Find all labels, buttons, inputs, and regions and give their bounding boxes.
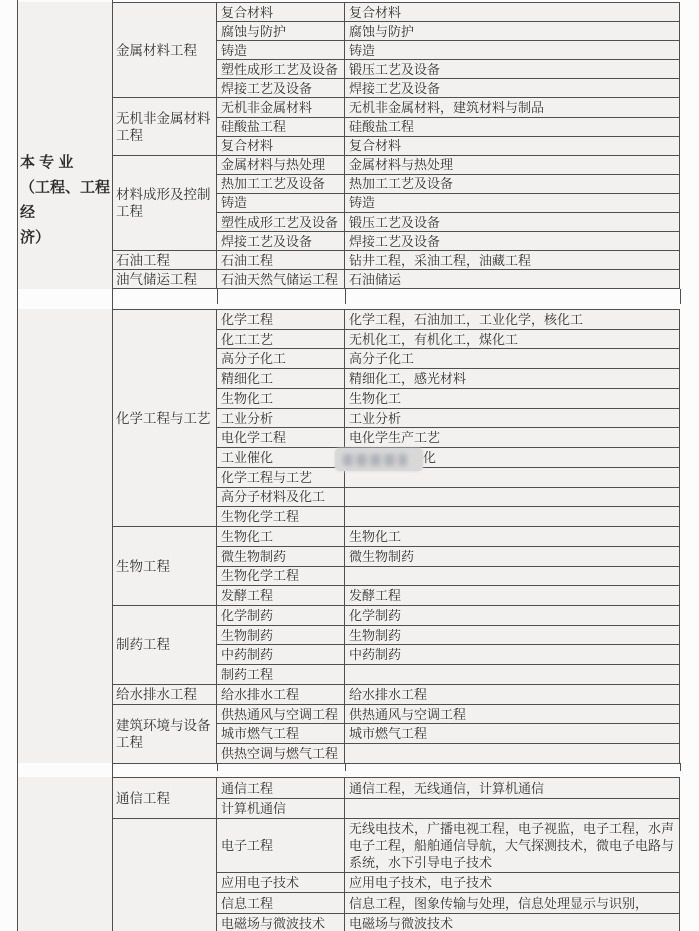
major-cell: 高分子化工	[217, 349, 345, 369]
major-cell: 工业分析	[217, 409, 345, 429]
row-header-cell	[20, 150, 114, 250]
major-cell: 生物化学工程	[217, 507, 345, 527]
major-cell: 铸造	[217, 194, 345, 213]
row-header-line: 本 专 业	[20, 154, 74, 171]
major-cell: 塑性成形工艺及设备	[217, 60, 345, 79]
table-section-2	[112, 309, 680, 764]
major-cell: 电磁场与微波技术	[217, 914, 345, 931]
equivalent-cell: 发酵工程	[345, 586, 680, 606]
equivalent-cell: 钻井工程，采油工程，油藏工程	[345, 251, 680, 270]
equivalent-cell	[345, 507, 680, 527]
equivalent-cell: 金属材料与热处理	[345, 156, 680, 175]
equivalent-cell: 焊接工艺及设备	[345, 79, 680, 98]
major-cell: 热加工工艺及设备	[217, 175, 345, 194]
major-cell: 生物制药	[217, 626, 345, 646]
equivalent-cell: 信息工程，图象传输与处理，信息处理显示与识别，	[345, 893, 680, 914]
equivalent-cell: 化	[345, 448, 680, 468]
major-cell: 复合材料	[217, 3, 345, 22]
category-cell: 化学工程与工艺	[112, 310, 217, 527]
major-cell: 硅酸盐工程	[217, 118, 345, 137]
table-border-stub	[217, 289, 218, 304]
equivalent-cell	[345, 488, 680, 508]
equivalent-cell	[345, 567, 680, 587]
major-cell: 生物化工	[217, 527, 345, 547]
equivalent-cell: 微生物制药	[345, 547, 680, 567]
equivalent-cell: 无线电技术，广播电视工程，电子视监，电子工程，水声电子工程，船舶通信导航，大气探测技术，微电子电路与系统，水下引导电子技术	[345, 819, 680, 873]
major-cell: 铸造	[217, 41, 345, 60]
equivalent-cell: 化学制药	[345, 606, 680, 626]
major-cell: 制药工程	[217, 665, 345, 685]
major-cell: 生物化学工程	[217, 567, 345, 587]
category-cell: 材料成形及控制工程	[112, 156, 217, 251]
table-section-3	[112, 777, 680, 931]
major-cell: 无机非金属材料	[217, 98, 345, 117]
major-cell: 城市燃气工程	[217, 724, 345, 744]
major-cell: 化工工艺	[217, 330, 345, 350]
equivalent-cell: 化学工程，石油加工，工业化学，核化工	[345, 310, 680, 330]
equivalent-cell: 铸造	[345, 194, 680, 213]
table-border-stub	[680, 289, 681, 304]
major-cell: 中药制药	[217, 645, 345, 665]
major-cell: 工业催化	[217, 448, 345, 468]
major-cell: 电化学工程	[217, 428, 345, 448]
category-cell: 无机非金属材料工程	[112, 98, 217, 155]
major-cell: 复合材料	[217, 137, 345, 156]
major-cell: 应用电子技术	[217, 873, 345, 893]
major-cell: 石油天然气储运工程	[217, 270, 345, 289]
category-cell: 生物工程	[112, 527, 217, 606]
major-cell: 石油工程	[217, 251, 345, 270]
equivalent-cell: 石油储运	[345, 270, 680, 289]
equivalent-cell: 无机非金属材料，建筑材料与制品	[345, 98, 680, 117]
equivalent-cell: 生物化工	[345, 389, 680, 409]
major-cell: 塑性成形工艺及设备	[217, 213, 345, 232]
row-header-line: （工程、工程经	[20, 179, 111, 221]
major-cell: 供热通风与空调工程	[217, 705, 345, 725]
table-border-stub	[345, 763, 346, 771]
equivalent-cell: 无机化工，有机化工，煤化工	[345, 330, 680, 350]
equivalent-cell: 锻压工艺及设备	[345, 213, 680, 232]
equivalent-cell: 中药制药	[345, 645, 680, 665]
table-border-line	[17, 0, 18, 931]
equivalent-cell: 通信工程，无线通信，计算机通信	[345, 778, 680, 799]
major-cell: 金属材料与热处理	[217, 156, 345, 175]
equivalent-cell: 工业分析	[345, 409, 680, 429]
major-cell: 化学制药	[217, 606, 345, 626]
major-cell: 发酵工程	[217, 586, 345, 606]
major-cell: 微生物制药	[217, 547, 345, 567]
equivalent-cell	[345, 799, 680, 819]
equivalent-cell: 焊接工艺及设备	[345, 232, 680, 251]
major-cell: 焊接工艺及设备	[217, 232, 345, 251]
major-cell: 生物化工	[217, 389, 345, 409]
major-cell: 信息工程	[217, 893, 345, 914]
equivalent-cell: 生物制药	[345, 626, 680, 646]
category-cell: 石油工程	[112, 251, 217, 270]
equivalent-cell: 精细化工，感光材料	[345, 369, 680, 389]
category-cell: 给水排水工程	[112, 685, 217, 705]
major-cell: 精细化工	[217, 369, 345, 389]
table-border-stub	[217, 763, 218, 771]
row-header-line: 济）	[20, 229, 51, 246]
equivalent-cell: 电磁场与微波技术	[345, 914, 680, 931]
equivalent-cell: 复合材料	[345, 137, 680, 156]
equivalent-cell: 供热通风与空调工程	[345, 705, 680, 725]
equivalent-cell: 硅酸盐工程	[345, 118, 680, 137]
equivalent-cell: 电化学生产工艺	[345, 428, 680, 448]
equivalent-cell	[345, 665, 680, 685]
category-cell: 建筑环境与设备工程	[112, 705, 217, 764]
blurred-text	[343, 454, 407, 466]
category-cell: 金属材料工程	[112, 3, 217, 98]
equivalent-cell: 生物化工	[345, 527, 680, 547]
major-cell: 电子工程	[217, 819, 345, 873]
equivalent-cell: 应用电子技术，电子技术	[345, 873, 680, 893]
major-cell: 化学工程与工艺	[217, 468, 345, 488]
major-cell: 通信工程	[217, 778, 345, 799]
table-border-stub	[680, 763, 681, 771]
watermark-blur	[335, 448, 423, 471]
equivalent-cell: 给水排水工程	[345, 685, 680, 705]
major-cell: 供热空调与燃气工程	[217, 744, 345, 764]
major-cell: 高分子材料及化工	[217, 488, 345, 508]
major-cell: 计算机通信	[217, 799, 345, 819]
major-cell: 腐蚀与防护	[217, 22, 345, 41]
equivalent-cell	[345, 744, 680, 764]
major-cell: 化学工程	[217, 310, 345, 330]
major-cell: 给水排水工程	[217, 685, 345, 705]
equivalent-cell: 城市燃气工程	[345, 724, 680, 744]
equivalent-cell: 热加工工艺及设备	[345, 175, 680, 194]
equivalent-cell: 铸造	[345, 41, 680, 60]
equivalent-cell: 锻压工艺及设备	[345, 60, 680, 79]
category-cell: 油气储运工程	[112, 270, 217, 289]
category-cell: 通信工程	[112, 778, 217, 819]
major-cell: 焊接工艺及设备	[217, 79, 345, 98]
equivalent-cell: 高分子化工	[345, 349, 680, 369]
equivalent-cell: 复合材料	[345, 3, 680, 22]
category-cell	[112, 819, 217, 931]
table-section-1	[112, 2, 680, 289]
table-border-stub	[345, 289, 346, 304]
equivalent-cell: 腐蚀与防护	[345, 22, 680, 41]
category-cell: 制药工程	[112, 606, 217, 685]
